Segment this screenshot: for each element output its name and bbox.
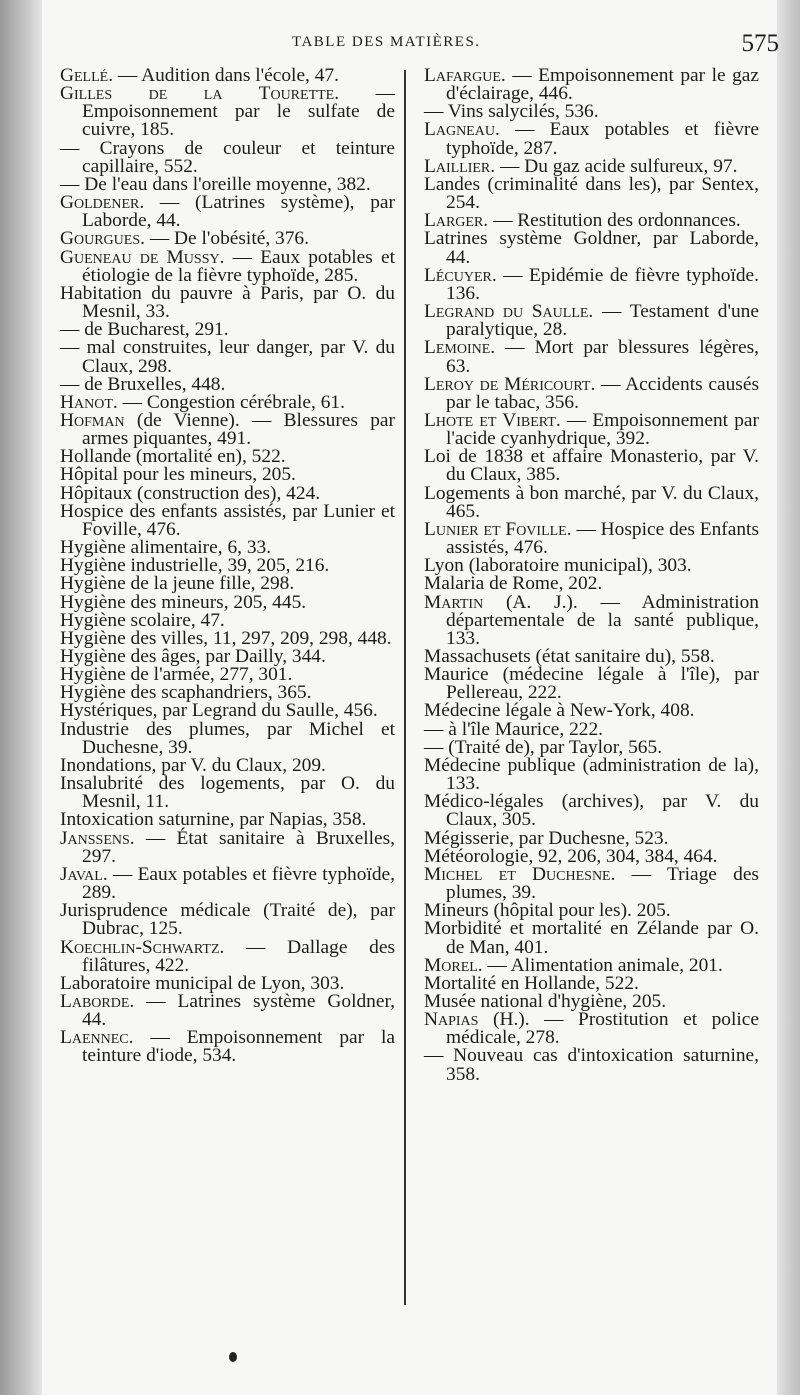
index-entry <box>424 264 759 304</box>
author-name: Morel. <box>424 954 483 976</box>
ink-mark <box>229 1352 237 1362</box>
entry-text: (H.). — Prostitution et police médicale, 278. <box>446 1009 759 1049</box>
index-entry <box>60 990 395 1031</box>
entry-text: Mégisserie, par Duchesne, 523. <box>424 827 669 849</box>
author-name: Goldener. <box>60 192 145 214</box>
entry-text: Laboratoire municipal de Lyon, 303. <box>60 972 345 994</box>
entry-text: Hollande (mortalité en), 522. <box>60 446 286 468</box>
page-number: 575 <box>741 30 779 57</box>
entry-text: — Nouveau cas d'intoxication saturnine, 358. <box>424 1045 759 1085</box>
author-name: Laennec. <box>60 1027 134 1049</box>
entry-text: — Audition dans l'école, 47. <box>113 65 339 86</box>
index-entry <box>60 409 395 450</box>
column-divider <box>404 70 406 1305</box>
index-entry <box>60 339 395 375</box>
entry-text: Hôpitaux (construction des), 424. <box>60 482 321 504</box>
entry-text: — Empoisonnement par le sulfate de cuivre, 185. <box>82 83 395 141</box>
entry-text: — Triage des plumes, 39. <box>446 863 759 904</box>
index-entry <box>424 518 759 559</box>
author-name: Lagneau. <box>424 119 500 141</box>
author-name: Hofman <box>60 409 125 431</box>
entry-text: Météorologie, 92, 206, 304, 384, 464. <box>424 845 718 867</box>
author-name: Koechlin-Schwartz. <box>60 936 225 958</box>
author-name: Lafargue. <box>424 65 506 86</box>
index-entry <box>424 591 759 649</box>
entry-text: Hôpital pour les mineurs, 205. <box>60 464 296 486</box>
entry-text: Maurice (médecine légale à l'île), par Pellereau, 222. <box>424 664 759 704</box>
index-entry <box>60 863 395 904</box>
running-title: TABLE DES MATIÈRES. <box>292 34 481 50</box>
entry-text: Hygiène alimentaire, 6, 33. <box>60 537 272 559</box>
entry-text: Hygiène des âges, par Dailly, 344. <box>60 646 326 667</box>
index-entry <box>424 373 760 413</box>
index-entry <box>424 409 759 450</box>
entry-text: — (Latrines système), par Laborde, 44. <box>82 192 395 232</box>
entry-text: Latrines système Goldner, par Laborde, 44. <box>424 228 759 268</box>
entry-text: — Dallage des filâtures, 422. <box>82 936 395 976</box>
entry-text: (A. J.). — Administration départementale de la santé publique, 133. <box>446 591 759 649</box>
entry-text: — de Bruxelles, 448. <box>60 373 226 395</box>
index-entry <box>424 793 759 829</box>
author-name: Gourgues. <box>60 228 145 250</box>
entry-text: — Mort par blessures légères, 63. <box>446 337 759 377</box>
author-name: Lunier et Foville. <box>424 518 572 540</box>
entry-text: — De l'eau dans l'oreille moyenne, 382. <box>60 173 371 195</box>
index-entry <box>424 448 759 484</box>
entry-text: Habitation du pauvre à Paris, par O. du Mesnil, 33. <box>60 282 395 323</box>
entry-text: Médecine légale à New-York, 408. <box>424 700 695 722</box>
entry-text: Industrie des plumes, par Michel et Duchesne, 39. <box>60 718 395 758</box>
author-name: Lhote et Vibert. <box>424 409 561 431</box>
index-entry <box>424 920 759 956</box>
entry-text: — Testament d'une paralytique, 28. <box>446 301 759 341</box>
entry-text: — Empoisonnement par la teinture d'iode, 534. <box>82 1027 395 1067</box>
entry-text: Mortalité en Hollande, 522. <box>424 972 639 994</box>
entry-text: Musée national d'hygiène, 205. <box>424 990 667 1012</box>
index-entry <box>60 194 395 230</box>
author-name: Lemoine. <box>424 337 496 359</box>
index-entry <box>60 775 395 811</box>
author-name: Martin <box>424 591 484 613</box>
entry-text: — Accidents causés par le tabac, 356. <box>446 373 760 413</box>
entry-text: Landes (criminalité dans les), par Sentex, 254. <box>424 173 759 214</box>
author-name: Javal. <box>60 863 108 885</box>
index-entry <box>60 85 395 139</box>
index-entry <box>424 754 759 795</box>
entry-text: — Vins salycilés, 536. <box>424 101 599 123</box>
entry-text: Hygiène des villes, 11, 297, 209, 298, 448. <box>60 627 392 649</box>
entry-text: — Restitution des ordonnances. <box>488 210 741 232</box>
entry-text: Hygiène de la jeune fille, 298. <box>60 573 295 595</box>
author-name: Leroy de Méricourt. <box>424 373 596 395</box>
index-entry <box>60 246 395 286</box>
entry-text: — Eaux potables et fièvre typhoïde, 289. <box>82 863 395 904</box>
index-entry <box>424 482 759 522</box>
entry-text: Hystériques, par Legrand du Saulle, 456. <box>60 700 378 722</box>
author-name: Larger. <box>424 210 489 232</box>
entry-text: — Empoisonnement par le gaz d'éclairage, 446. <box>446 65 759 105</box>
index-entry <box>60 137 395 177</box>
entry-text: Insalubrité des logements, par O. du Mesnil, 11. <box>60 773 395 813</box>
index-entry <box>424 1011 759 1047</box>
entry-text: Lyon (laboratoire municipal), 303. <box>424 555 692 577</box>
entry-text: Hygiène des scaphandriers, 365. <box>60 682 312 704</box>
entry-text: — Empoisonnement par l'acide cyanhydrique, 392. <box>446 409 759 450</box>
author-name: Gueneau de Mussy. <box>60 246 225 268</box>
page-edge-shadow <box>777 0 800 1395</box>
author-name: Gellé. <box>60 65 114 86</box>
entry-text: — Du gaz acide sulfureux, 97. <box>495 155 738 177</box>
entry-text: Morbidité et mortalité en Zélande par O. de Man, 401. <box>424 918 759 958</box>
index-entry <box>424 303 759 339</box>
index-entry <box>424 67 759 103</box>
index-entry <box>60 500 395 540</box>
index-entry <box>424 173 759 214</box>
entry-text: — de Bucharest, 291. <box>60 319 229 341</box>
index-entry <box>60 936 395 976</box>
index-entry <box>424 339 759 375</box>
entry-text: — (Traité de), par Taylor, 565. <box>424 736 663 758</box>
index-entry <box>60 1029 395 1065</box>
entry-text: — Hospice des Enfants assistés, 476. <box>446 518 759 559</box>
page-header <box>42 32 777 62</box>
author-name: Lécuyer. <box>424 264 497 286</box>
entry-text: Hospice des enfants assistés, par Lunier et Foville, 476. <box>60 500 395 540</box>
entry-text: Jurisprudence médicale (Traité de), par Dubrac, 125. <box>60 900 395 940</box>
entry-text: Intoxication saturnine, par Napias, 358. <box>60 809 367 831</box>
entry-text: Hygiène des mineurs, 205, 445. <box>60 591 307 613</box>
author-name: Laillier. <box>424 155 496 177</box>
entry-text: — Eaux potables et fièvre typhoïde, 287. <box>446 119 759 159</box>
entry-text: Loi de 1838 et affaire Monasterio, par V. du Claux, 385. <box>424 446 759 486</box>
author-name: Gilles de la Tourette. <box>60 83 340 105</box>
author-name: Hanot. <box>60 391 118 413</box>
index-entry <box>60 902 395 938</box>
entry-text: Médico-légales (archives), par V. du Claux, 305. <box>424 791 759 831</box>
author-name: Legrand du Saulle. <box>424 301 594 323</box>
entry-text: — Crayons de couleur et teinture capillaire, 552. <box>60 137 395 177</box>
index-entry <box>60 827 395 867</box>
index-entry <box>424 1047 759 1083</box>
entry-text: — Epidémie de fièvre typhoïde. 136. <box>446 264 759 304</box>
author-name: Michel et Duchesne. <box>424 863 616 885</box>
author-name: Janssens. <box>60 827 135 849</box>
index-entry <box>60 282 395 323</box>
entry-text: Hygiène scolaire, 47. <box>60 609 225 631</box>
index-entry <box>424 121 759 157</box>
index-column-right <box>424 67 759 1084</box>
entry-text: — Alimentation animale, 201. <box>482 954 723 976</box>
book-spine-shadow <box>0 0 42 1395</box>
entry-text: Hygiène industrielle, 39, 205, 216. <box>60 555 330 577</box>
entry-text: — Latrines système Goldner, 44. <box>82 990 395 1031</box>
index-entry <box>424 230 759 266</box>
entry-text: — De l'obésité, 376. <box>144 228 309 250</box>
entry-text: Massachusets (état sanitaire du), 558. <box>424 646 715 667</box>
entry-text: — Congestion cérébrale, 61. <box>117 391 345 413</box>
entry-text: Malaria de Rome, 202. <box>424 573 603 595</box>
entry-text: — Eaux potables et étiologie de la fièvre typhoïde, 285. <box>82 246 395 286</box>
index-entry <box>424 666 759 702</box>
entry-text: Mineurs (hôpital pour les). 205. <box>424 900 671 922</box>
author-name: Napias <box>424 1009 479 1031</box>
entry-text: Inondations, par V. du Claux, 209. <box>60 754 326 776</box>
entry-text: (de Vienne). — Blessures par armes piquantes, 491. <box>82 409 395 450</box>
author-name: Laborde. <box>60 990 135 1012</box>
entry-text: Hygiène de l'armée, 277, 301. <box>60 664 293 686</box>
index-entry <box>424 863 759 904</box>
entry-text: — mal construites, leur danger, par V. du Claux, 298. <box>60 337 395 377</box>
entry-text: — État sanitaire à Bruxelles, 297. <box>82 827 395 867</box>
entry-text: Médecine publique (administration de la), 133. <box>424 754 759 795</box>
entry-text: Logements à bon marché, par V. du Claux, 465. <box>424 482 759 522</box>
index-column-left <box>60 67 395 1066</box>
index-entry <box>60 718 395 758</box>
entry-text: — à l'île Maurice, 222. <box>424 718 604 740</box>
